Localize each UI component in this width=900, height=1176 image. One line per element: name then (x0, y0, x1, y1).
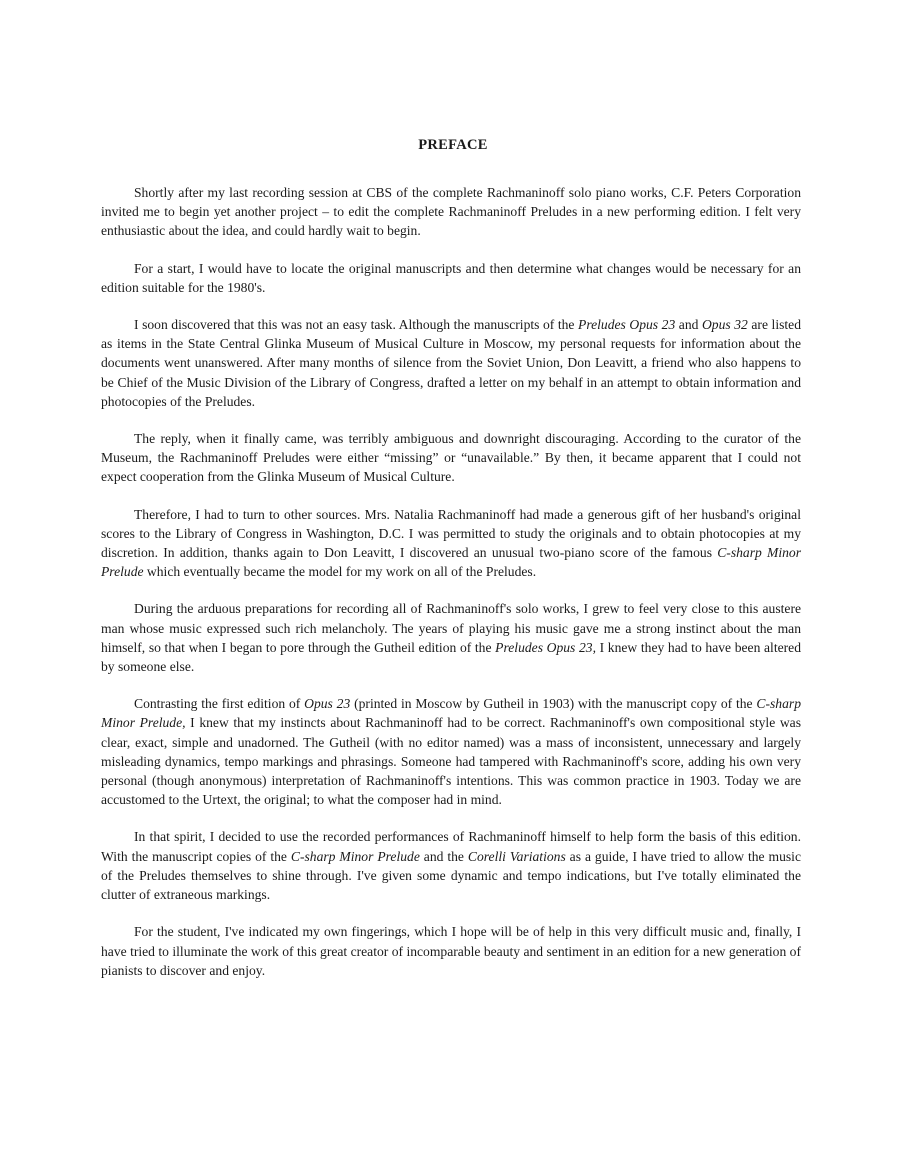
paragraph-text: Therefore, I had to turn to other sources. Mrs. Natalia Rachmaninoff had made a generous gift of her husband's original scores to the Library of Congress in Washington, D.C. I was permitted to study the originals and to obtain photocopies at my discretion. In addition, thanks again to Don Leavitt, I discovered an unusual two-piano score of the famous (101, 506, 801, 561)
italic-title-text: C-sharp Minor Prelude, (101, 696, 801, 731)
paragraph-text: and (675, 317, 702, 333)
paragraph (101, 315, 801, 411)
paragraph-text: are listed as items in the State Central Glinka Museum of Musical Culture in Moscow, my personal requests for information about the documents went unanswered. After many months of silence from the Soviet Union, Don Leavitt, a friend who also happens to be Chief of the Music Division of the Library of Congress, drafted a letter on my behalf in an attempt to obtain information and photocopies of the Preludes. (101, 317, 801, 409)
paragraph-text: which eventually became the model for my work on all of the Preludes. (143, 564, 537, 580)
italic-title-text: Opus 23 (304, 696, 351, 712)
paragraph-text: In that spirit, I decided to use the recorded performances of Rachmaninoff himself to help form the basis of this edition. With the manuscript copies of the (101, 829, 801, 864)
italic-title-text: C-sharp Minor Prelude (101, 545, 801, 580)
paragraph (101, 827, 801, 904)
paragraph-text: (printed in Moscow by Gutheil in 1903) with the manuscript copy of the (350, 696, 757, 712)
paragraph (101, 259, 801, 297)
paragraph-text: Contrasting the first edition of (134, 696, 305, 712)
paragraph (101, 429, 801, 487)
paragraph (101, 505, 801, 582)
paragraph-text: For the student, I've indicated my own fingerings, which I hope will be of help in this very difficult music and, finally, I have tried to illuminate the work of this great creator of incomparable beauty and sentiment in an edition for a new generation of pianists to discover and enjoy. (101, 924, 801, 978)
italic-title-text: Preludes Opus 23 (578, 317, 676, 333)
paragraph-text: as a guide, I have tried to allow the music of the Preludes themselves to shine through. I've given some dynamic and tempo indications, but I've totally eliminated the clutter of extraneous markings. (101, 848, 801, 903)
italic-title-text: C-sharp Minor Prelude (290, 848, 420, 864)
paragraph-text: For a start, I would have to locate the original manuscripts and then determine what changes would be necessary for an edition suitable for the 1980's. (101, 260, 801, 295)
paragraph (101, 694, 801, 809)
paragraph-text: I knew that my instincts about Rachmaninoff had to be correct. Rachmaninoff's own compositional style was clear, exact, simple and unadorned. The Gutheil (with no editor named) was a mass of inconsistent, unnecessary and largely misleading dynamics, tempo markings and phrasings. Someone had tampered with Rachmaninoff's score, adding his own very personal (though anonymous) interpretation of Rachmaninoff's intentions. This was common practice in 1903. Today we are accustomed to the Urtext, the original; to what the composer had in mind. (101, 715, 801, 808)
italic-title-text: Preludes Opus 23, (495, 639, 596, 655)
page-title: PREFACE (418, 137, 488, 153)
paragraph-text: Shortly after my last recording session at CBS of the complete Rachmaninoff solo piano works, C.F. Peters Corporation invited me to begin yet another project – to edit the complete Rachmaninoff Preludes in a new performing edition. I felt very enthusiastic about the idea, and could hardly wait to begin. (101, 185, 801, 239)
paragraph (101, 922, 801, 980)
paragraph-text: and the (419, 848, 468, 864)
paragraph (101, 599, 801, 676)
paragraph-text: During the arduous preparations for recording all of Rachmaninoff's solo works, I grew to feel very close to this austere man whose music expressed such rich melancholy. The years of playing his music gave me a strong instinct about the man himself, so that when I began to pore through the Gutheil edition of the (101, 601, 801, 655)
italic-title-text: Opus 32 (701, 317, 748, 333)
paragraph (101, 183, 801, 241)
preface-body (101, 183, 801, 998)
paragraph-text: I knew they had to have been altered by someone else. (101, 639, 801, 675)
italic-title-text: Corelli Variations (467, 848, 566, 864)
paragraph-text: The reply, when it finally came, was terribly ambiguous and downright discouraging. According to the curator of the Museum, the Rachmaninoff Preludes were either “missing” or “unavailable.” By then, it became apparent that I could not expect cooperation from the Glinka Museum of Musical Culture. (101, 431, 801, 485)
paragraph-text: I soon discovered that this was not an easy task. Although the manuscripts of the (134, 317, 579, 333)
